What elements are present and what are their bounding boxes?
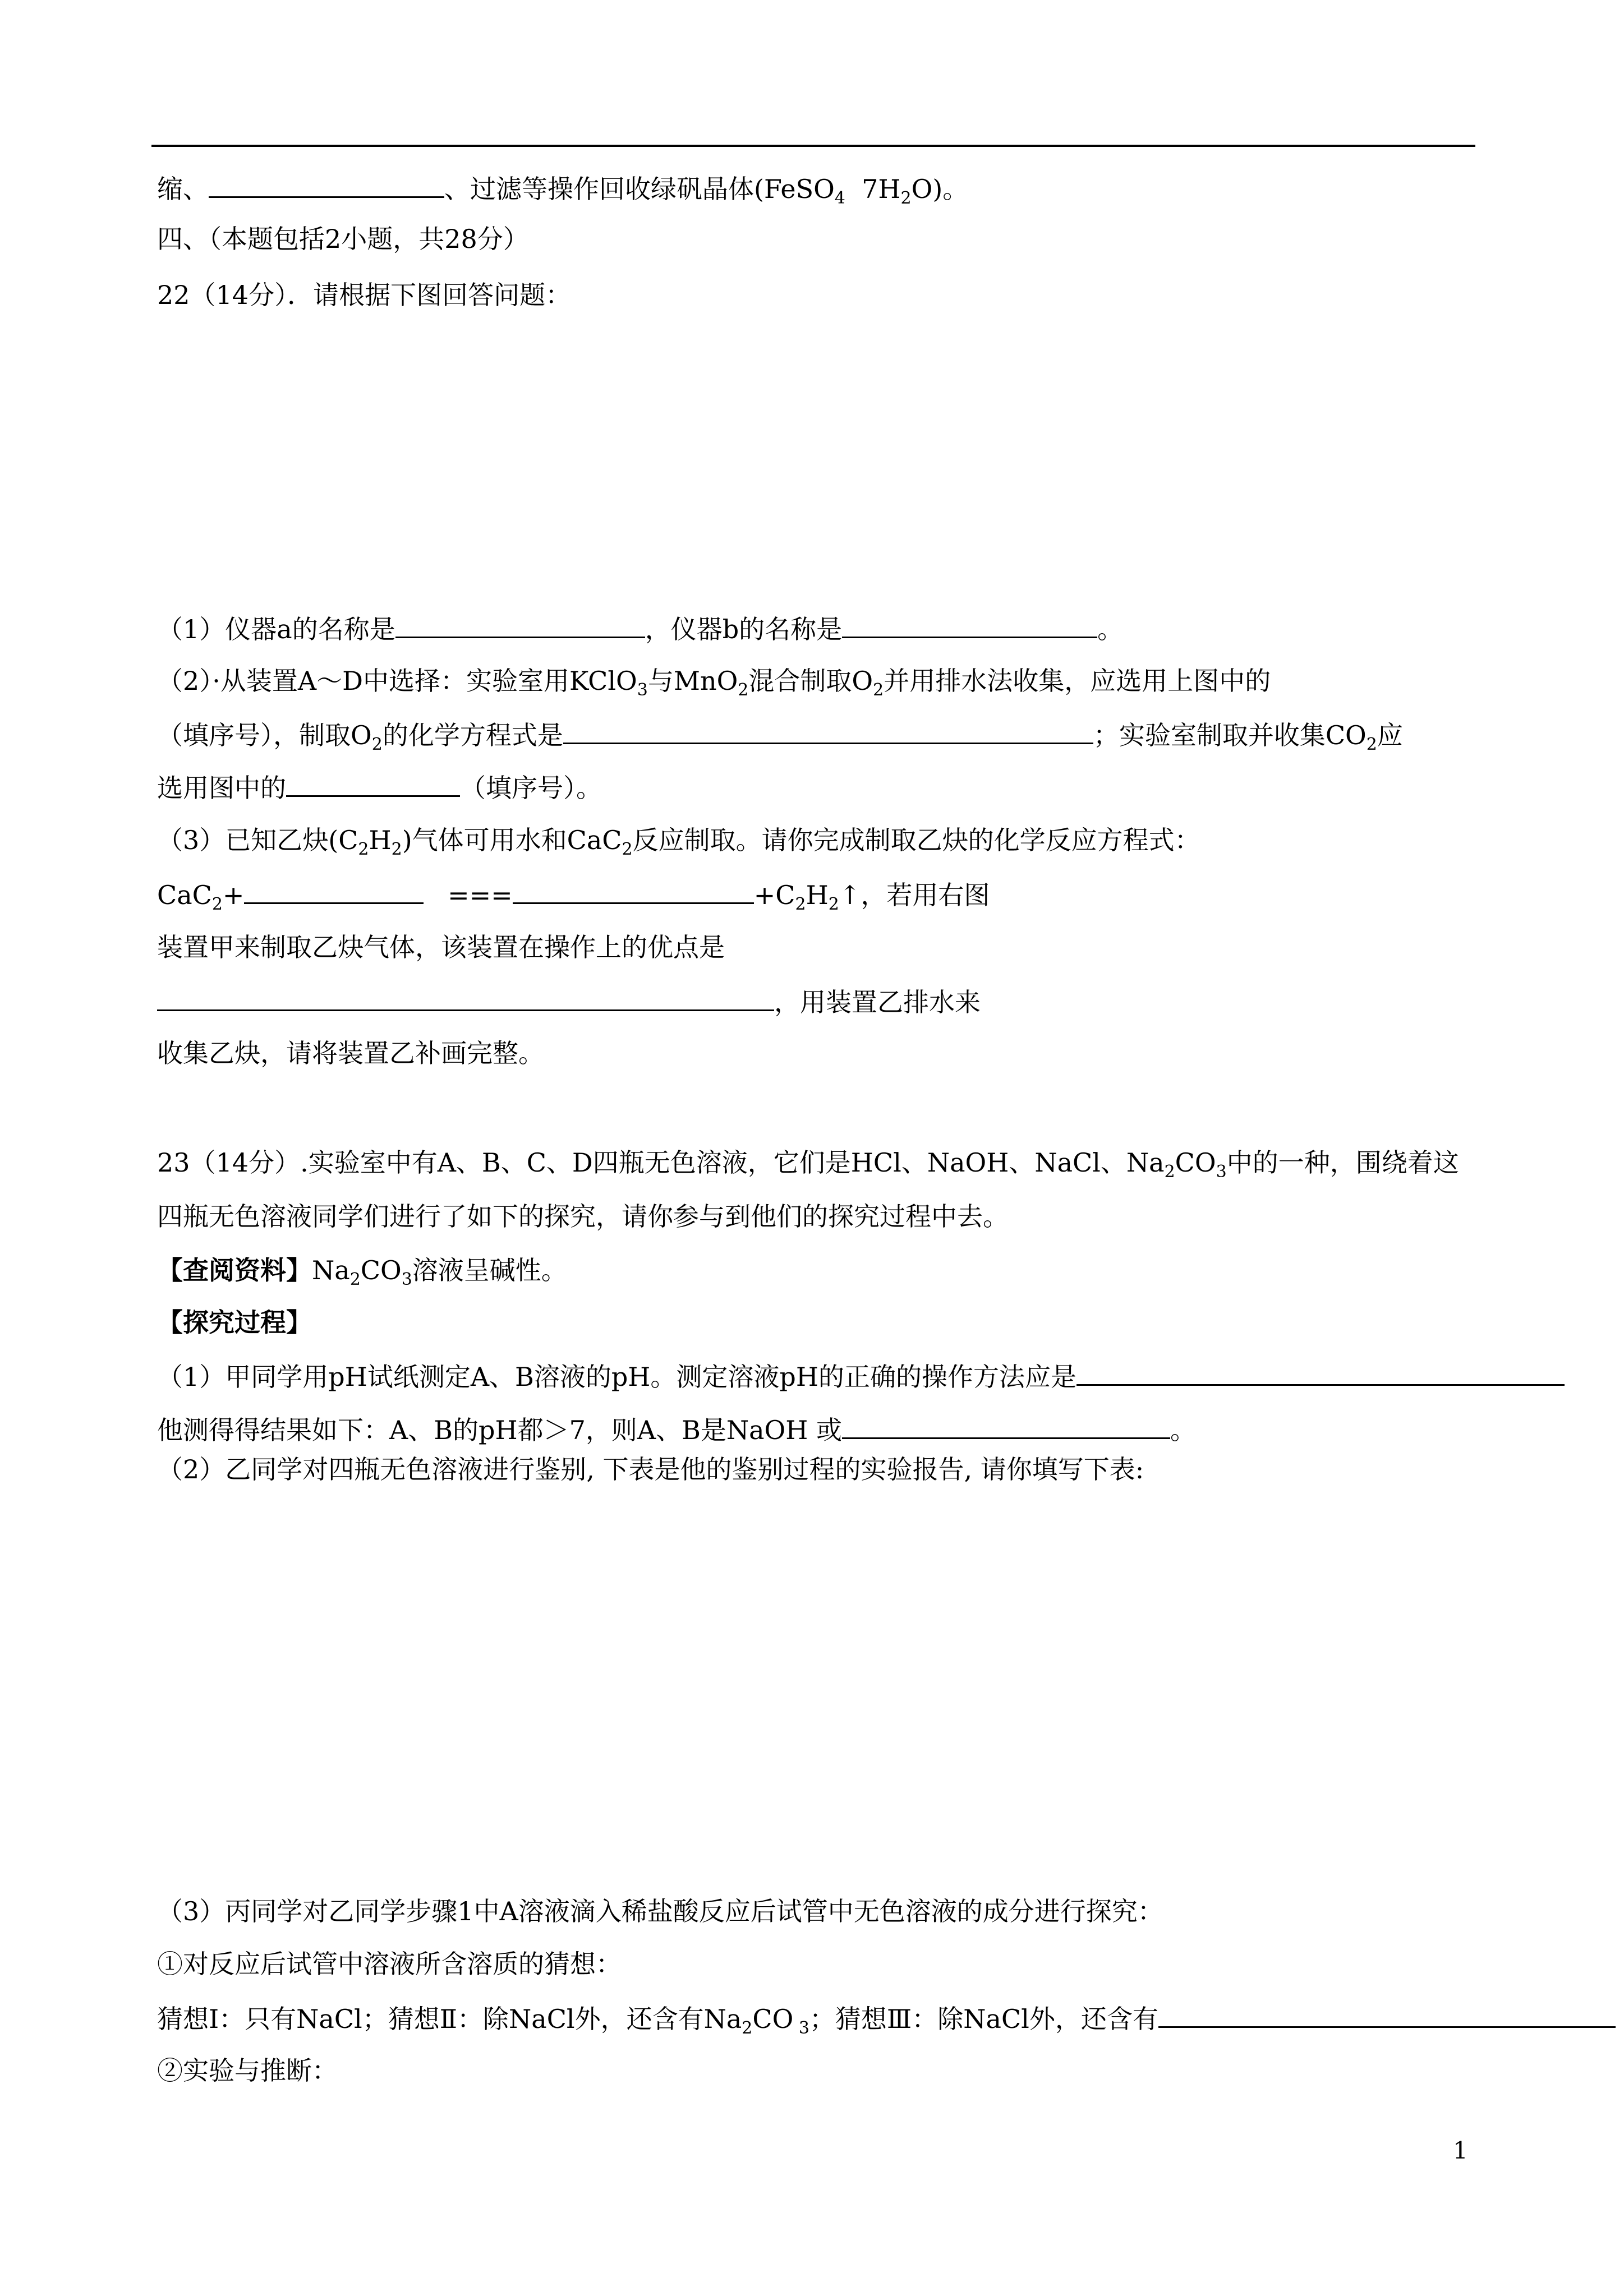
q23-part1-line2: 他测得得结果如下：A、B的pH都＞7，则A、B是NaOH 或 。 [157,1413,1196,1446]
inquiry-process-heading: 【探究过程】 [157,1307,312,1338]
section-four-heading: 四、（本题包括2小题，共28分） [157,224,529,254]
q23-part1-line1: （1）甲同学用pH试纸测定A、B溶液的pH。测定溶液pH的正确的操作方法应是 [157,1359,1565,1393]
equation-blank[interactable] [563,718,1093,744]
q22-part1: （1）仪器a的名称是 ，仪器b的名称是 。 [157,612,1123,645]
q22-part2-line2: （填序号），制取$O_2$的化学方程式是 ；实验室制取并收集$CO_2$应 [157,718,1403,751]
line-recover-crystal: 缩、 、过滤等操作回收绿矾晶体(FeSO$_4$ $7H_2O$)。 [157,172,968,205]
q22-part3-line4: ，用装置乙排水来 [157,985,981,1018]
q22-part2-line1: （2）·从装置A～D中选择：实验室用KClO$_3$与MnO$_2$混合制取$O_2$并用排水法收集，应选用上图中的 [157,666,1271,700]
q22-part3-line5: 收集乙炔，请将装置乙补画完整。 [157,1038,544,1068]
answer-blank-a[interactable] [395,612,645,638]
answer-blank[interactable] [842,1413,1170,1439]
advantage-blank[interactable] [157,985,774,1011]
question-22-title: 22（14分）．请根据下图回答问题： [157,280,572,310]
q22-part3-line1: （3）已知乙炔$(C_2H_2)$气体可用水和CaC$_2$反应制取。请你完成制取乙炔的化学反应方程式： [157,825,1200,860]
header-rule [151,145,1475,147]
q22-part2-line3: 选用图中的 （填序号）。 [157,771,602,804]
product-blank[interactable] [513,878,754,904]
q23-part3-line2: ①对反应后试管中溶液所含溶质的猜想： [157,1949,622,1979]
consult-materials: 【查阅资料】$Na_2CO_3$溶液呈碱性。 [157,1255,567,1290]
hypothesis-blank[interactable] [1158,2002,1616,2028]
answer-blank-b[interactable] [842,612,1097,638]
q22-part3-line3: 装置甲来制取乙炔气体，该装置在操作上的优点是 [157,932,725,962]
method-blank[interactable] [1076,1359,1565,1386]
q23-hypotheses: 猜想Ⅰ：只有NaCl；猜想Ⅱ：除NaCl外，还含有$Na_2CO$ $_3$；猜想Ⅲ：除NaCl外，还含有 [157,2002,1616,2035]
question-23-line2: 四瓶无色溶液同学们进行了如下的探究，请你参与到他们的探究过程中去。 [157,1201,1009,1232]
q22-part3-equation: CaC$_2$+ === $+C_2H_2↑$，若用右图 [157,878,990,911]
q23-part2: （2）乙同学对四瓶无色溶液进行鉴别, 下表是他的鉴别过程的实验报告, 请你填写下表: [157,1454,1144,1484]
reactant-blank[interactable] [244,878,424,904]
q23-part3-line1: （3）丙同学对乙同学步骤1中A溶液滴入稀盐酸反应后试管中无色溶液的成分进行探究： [157,1896,1163,1926]
page-number: 1 [1453,2137,1468,2164]
experiment-inference: ②实验与推断： [157,2055,338,2086]
answer-blank[interactable] [209,172,444,198]
question-23-line1: 23（14分）.实验室中有A、B、C、D四瓶无色溶液，它们是HCl、NaOH、NaCl、$Na_2CO_3$中的一种，围绕着这 [157,1147,1459,1182]
answer-blank[interactable] [286,771,460,797]
